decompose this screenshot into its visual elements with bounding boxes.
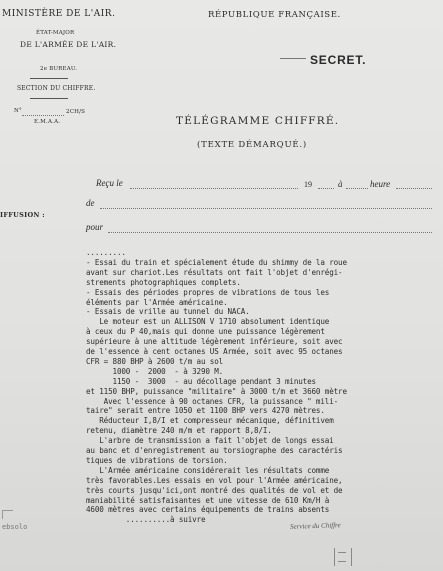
body-line: 4600 mètres avec certains équipements de trains absents: [86, 505, 330, 515]
staff-line-2: DE L'ARMÉE DE L'AIR.: [20, 40, 117, 49]
signature-mark-inner: [338, 552, 346, 562]
year-line: [318, 188, 334, 189]
body-line: strements photographiques complets.: [86, 277, 241, 287]
body-line: éléments par l'Armée américaine.: [86, 297, 228, 307]
body-line: - Essais de vrille au tunnel du NACA.: [86, 307, 250, 317]
margin-bracket: [2, 510, 13, 519]
body-line: très favorables.Les essais en vol pour l'Armée américaine,: [86, 475, 343, 485]
for-line: [108, 232, 432, 233]
diffusion-label: IFFUSION :: [0, 211, 45, 219]
body-line: et 1150 BHP, puissance "militaire" à 3000 t/m et 3660 mètre: [86, 386, 347, 396]
number-suffix: 2CH/S: [66, 109, 86, 115]
body-line: maniabilité satisfaisantes et une vitesse de 610 Km/H à: [86, 495, 330, 505]
body-line: très courts jusqu'ici,ont montré des qualités de vol et de: [86, 485, 343, 495]
body-line: taire" serait entre 1050 et 1100 BHP vers 4270 mètres.: [86, 406, 325, 416]
body-line: Réducteur I,8/I et compresseur mécanique, définitivem: [86, 416, 334, 426]
body-line: - Essais des périodes propres de vibrations de tous les: [86, 287, 330, 297]
hour-label: heure: [370, 179, 391, 189]
body-line: avant sur chariot.Les résultats ont fait l'objet d'enrégi-: [86, 267, 343, 277]
body-line: à ceux du P 40,mais qui donne une puissance légèrement: [86, 327, 325, 337]
received-label: Reçu le: [96, 178, 123, 188]
body-line: supérieure à une altitude légèrement inférieure, soit avec: [86, 337, 343, 347]
bureau-label: 2e BUREAU.: [40, 66, 78, 72]
body-line: Avec l'essence à 90 octanes CFR, la puissance " mili-: [86, 396, 339, 406]
number-line: [22, 115, 64, 116]
body-line: Le moteur est un ALLISON V 1710 absolument identique: [86, 317, 330, 327]
classification-stamp: SECRET.: [310, 53, 367, 67]
cipher-service-stamp: Service du Chiffre: [289, 521, 341, 531]
year-prefix: 19: [304, 180, 312, 189]
body-line: 1150 - 3000 - au décollage pendant 3 minutes: [86, 376, 316, 386]
received-date-line: [130, 188, 298, 189]
body-line: L'arbre de transmission a fait l'objet de longs essai: [86, 436, 334, 446]
body-line: au banc et d'enregistrement au torsiographe des caractéris: [86, 446, 343, 455]
margin-mark: ebsolo: [2, 523, 28, 531]
body-line: ..........à suivre: [86, 515, 206, 525]
body-line: tiques de vibrations de torsion.: [86, 455, 228, 465]
body-line: L'Armée américaine considérerait les résultats comme: [86, 465, 330, 475]
republic-heading: RÉPUBLIQUE FRANÇAISE.: [208, 10, 341, 20]
body-line: retenu, diamètre 240 m/m et rapport 8,8/I.: [86, 426, 272, 436]
hour-trailing-line: [396, 188, 432, 189]
document-subtitle: (TEXTE DÉMARQUÉ.): [197, 140, 308, 150]
at-label: à: [338, 179, 343, 189]
divider: [30, 98, 68, 99]
emaa-label: E.M.A.A.: [34, 119, 61, 125]
divider: [280, 58, 306, 59]
section-label: SECTION DU CHIFFRE.: [17, 85, 96, 92]
number-prefix: N°: [14, 108, 22, 114]
hour-value-line: [346, 188, 368, 189]
body-line: de l'essence à cent octanes US Armée, soit avec 95 octanes: [86, 347, 343, 356]
ministry-heading: MINISTÈRE DE L'AIR.: [2, 9, 116, 19]
staff-line-1: ÉTAT-MAJOR: [36, 30, 75, 36]
body-line: - Essai du train et spécialement étude du shimmy de la roue: [86, 257, 347, 267]
from-line: [100, 208, 432, 209]
document-title: TÉLÉGRAMME CHIFFRÉ.: [176, 115, 340, 127]
for-label: pour: [86, 222, 104, 232]
from-label: de: [86, 198, 95, 208]
body-line: CFR = 880 BHP à 2600 t/m au sol: [86, 356, 224, 366]
body-line: .........: [86, 248, 126, 257]
divider: [30, 78, 68, 79]
body-line: 1000 - 2000 - à 3290 M.: [86, 366, 224, 376]
